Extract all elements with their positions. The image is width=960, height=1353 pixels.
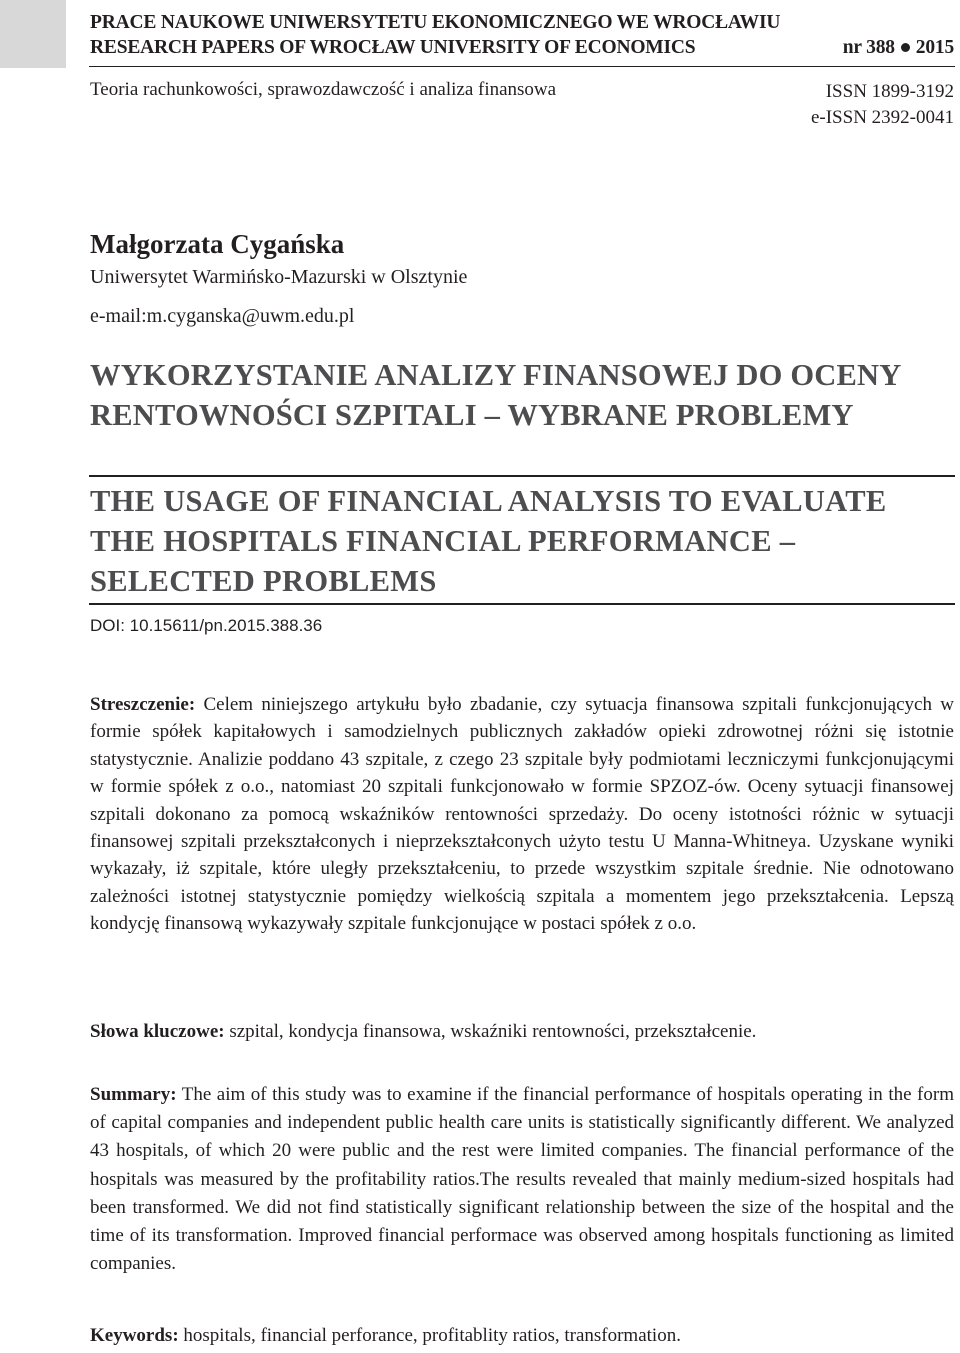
title-bottom-rule — [89, 603, 955, 605]
summary-english — [90, 1081, 954, 1278]
journal-title-polish: PRACE NAUKOWE UNIWERSYTETU EKONOMICZNEGO WE WROCŁAWIU — [90, 12, 781, 33]
issue-number: nr 388 — [842, 37, 895, 58]
keywords-polish-label: Słowa kluczowe: — [90, 1021, 225, 1042]
series-title: Teoria rachunkowości, sprawozdawczość i analiza finansowa — [90, 79, 557, 100]
journal-title-english: RESEARCH PAPERS OF WROCŁAW UNIVERSITY OF ECONOMICS — [90, 37, 696, 58]
doi: DOI: 10.15611/pn.2015.388.36 — [90, 616, 323, 635]
author-affiliation: Uniwersytet Warmińsko-Mazurski w Olsztynie — [90, 266, 468, 288]
summary-english-label: Summary: — [90, 1084, 177, 1105]
author-name: Małgorzata Cygańska — [90, 229, 345, 259]
header-rule — [89, 66, 955, 67]
eissn: e-ISSN 2392-0041 — [810, 107, 954, 128]
bullet-dot-icon — [901, 43, 910, 52]
abstract-polish — [90, 691, 954, 938]
abstract-polish-label: Streszczenie: — [90, 694, 196, 715]
journal-title-english-row — [90, 37, 954, 59]
keywords-polish — [90, 1018, 954, 1045]
summary-english-text: The aim of this study was to examine if the financial performance of hospitals operating in the form of capital companies and independent public health care units is statistically significantly different. We analyzed 43 hospitals, of which 20 were public and the rest were limited companies. The financial performance of the hospitals was measured by the profitability ratios.The results revealed that mainly medium-sized hospitals had been transformed. We did not find statistically significant relationship between the size of the hospital and the time of its transformation. Improved financial performace was observed among hospitals functioning as limited companies. — [90, 1084, 954, 1275]
title-english: THE USAGE OF FINANCIAL ANALYSIS TO EVALUATE THE HOSPITALS FINANCIAL PERFORMANCE – SELECTED PROBLEMS — [90, 484, 887, 598]
issue-year: 2015 — [915, 37, 954, 58]
keywords-english-text: hospitals, financial perforance, profitablity ratios, transformation. — [183, 1325, 681, 1346]
keywords-english-label: Keywords: — [90, 1325, 179, 1346]
issue-info — [843, 37, 954, 59]
issn-block — [811, 79, 954, 131]
abstract-polish-text: Celem niniejszego artykułu było zbadanie, czy sytuacja finansowa szpitali funkcjonujących w formie spółek kapitałowych i samodzielnych publicznych zakładów opieki zdrowotnej różni się istotnie statystycznie. Analizie poddano 43 szpitale, z czego 23 szpitale były podmiotami leczniczymi funkcjonującymi w formie spółek z o.o., natomiast 20 szpitali funkcjonowało w formie SPZOZ-ów. Oceny sytuacji finansowej szpitali dokonano za pomocą wskaźników rentowności sprzedaży. Do oceny istotności różnic w sytuacji finansowej szpitali przekształconych i nieprzekształconych użyto testu U Manna-Whitneya. Uzyskane wyniki wykazały, iż szpitale, które uległy przekształceniu, to przede wszystkim szpitale średnie. Nie odnotowano zależności istotnej statystycznie pomiędzy wielkością szpitala a momentem jego przekształcenia. Lepszą kondycję finansową wykazywały szpitale funkcjonujące w postaci spółek z o.o. — [90, 694, 954, 935]
author-email: e-mail:m.cyganska@uwm.edu.pl — [90, 305, 355, 327]
title-divider — [89, 475, 955, 477]
title-polish: WYKORZYSTANIE ANALIZY FINANSOWEJ DO OCENY RENTOWNOŚCI SZPITALI – WYBRANE PROBLEMY — [90, 358, 901, 432]
issn: ISSN 1899-3192 — [825, 81, 954, 102]
keywords-english — [90, 1322, 954, 1350]
keywords-polish-text: szpital, kondycja finansowa, wskaźniki rentowności, przekształcenie. — [229, 1021, 757, 1042]
corner-decoration — [0, 0, 66, 68]
